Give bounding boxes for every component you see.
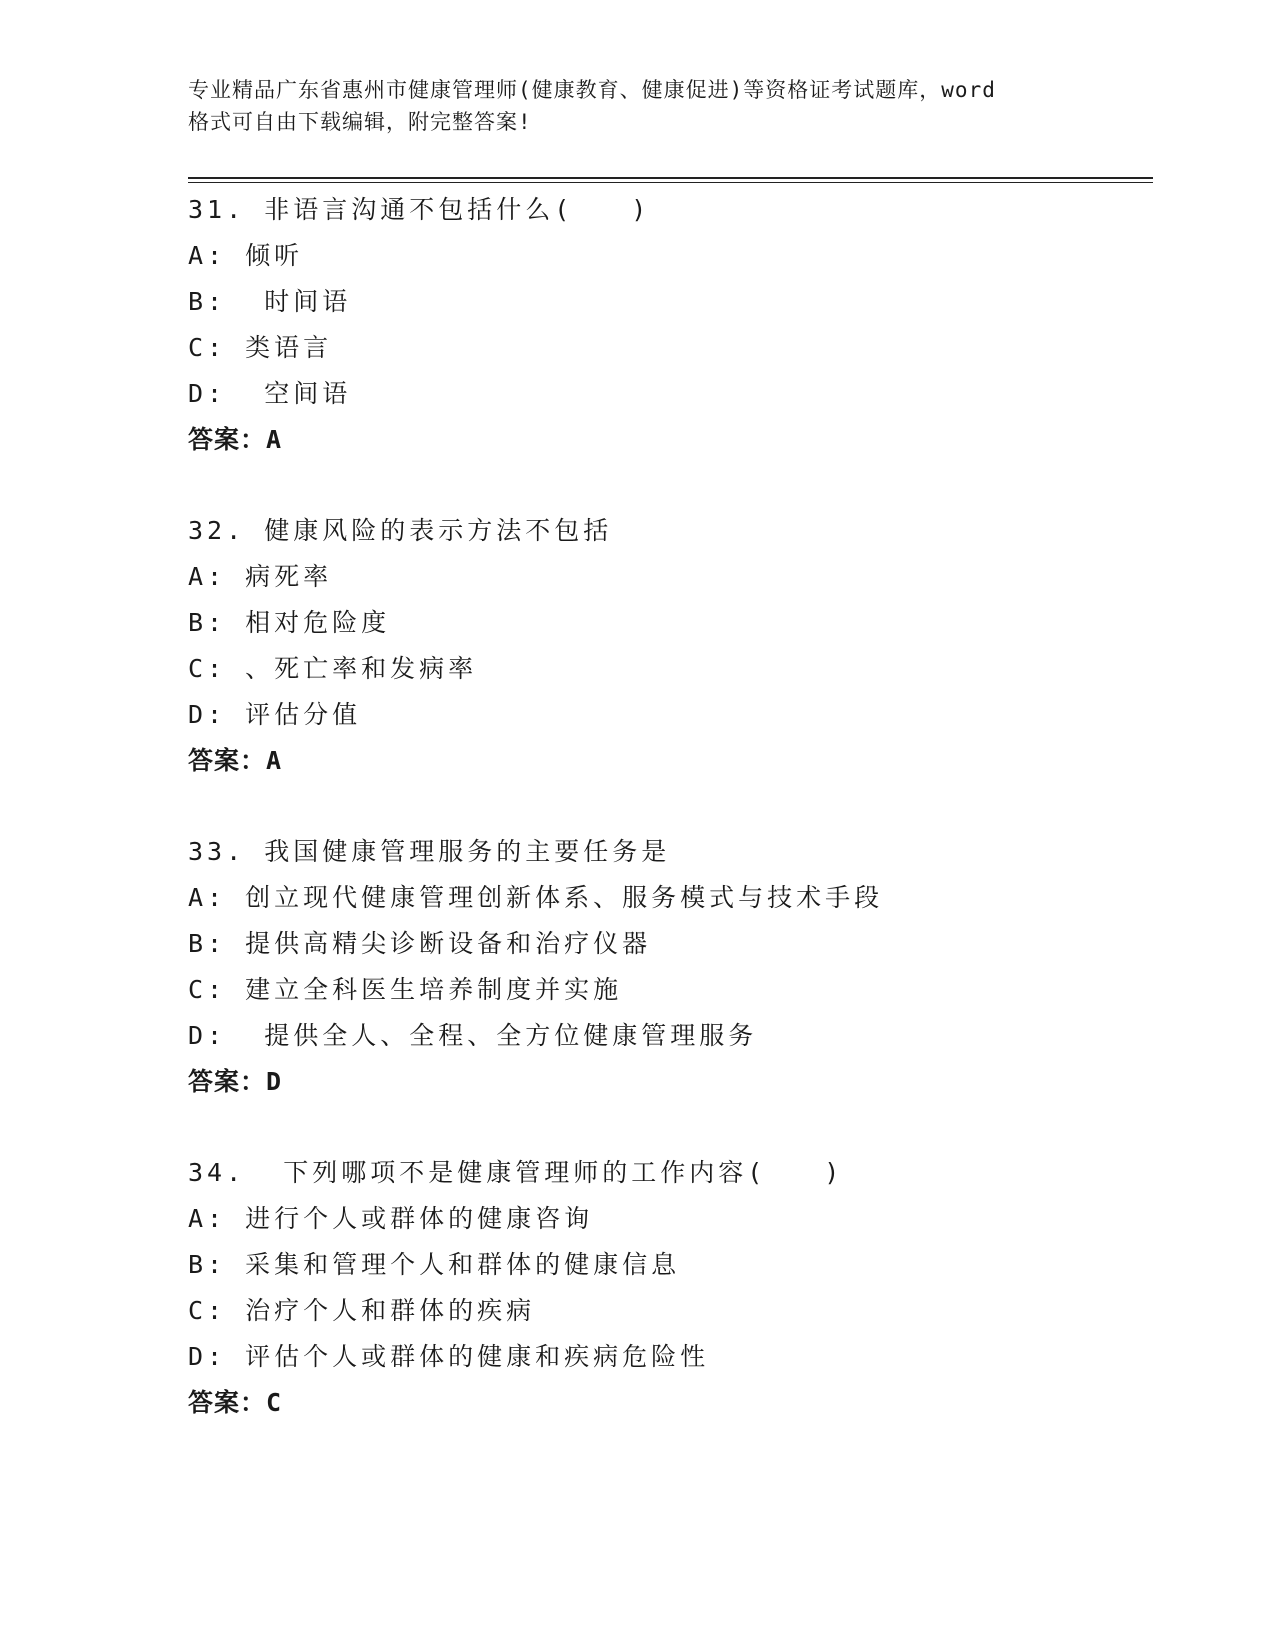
question-spacer <box>188 784 1188 829</box>
header-divider-thick <box>188 177 1153 179</box>
option-b: B: 采集和管理个人和群体的健康信息 <box>188 1250 681 1279</box>
answer-line: 答案：D <box>188 1067 283 1096</box>
header-line-2: 格式可自由下载编辑，附完整答案! <box>188 110 532 134</box>
option-d: D: 空间语 <box>188 379 352 408</box>
option-c: C: 类语言 <box>188 333 333 362</box>
option-a: A: 进行个人或群体的健康咨询 <box>188 1204 594 1233</box>
answer-line: 答案：A <box>188 746 283 775</box>
option-d: D: 评估个人或群体的健康和疾病危险性 <box>188 1342 710 1371</box>
question-stem: 31. 非语言沟通不包括什么( ) <box>188 195 651 224</box>
option-b: B: 时间语 <box>188 287 352 316</box>
document-header <box>188 74 1098 138</box>
header-divider-thin <box>188 182 1153 183</box>
question-list <box>188 187 1188 1426</box>
question-stem: 32. 健康风险的表示方法不包括 <box>188 516 613 545</box>
option-c: C: 、死亡率和发病率 <box>188 654 478 683</box>
option-b: B: 相对危险度 <box>188 608 391 637</box>
option-b: B: 提供高精尖诊断设备和治疗仪器 <box>188 929 652 958</box>
question-spacer <box>188 1105 1188 1150</box>
question-34 <box>188 1150 1188 1426</box>
option-c: C: 治疗个人和群体的疾病 <box>188 1296 536 1325</box>
option-d: D: 提供全人、全程、全方位健康管理服务 <box>188 1021 758 1050</box>
question-stem: 33. 我国健康管理服务的主要任务是 <box>188 837 671 866</box>
question-32 <box>188 508 1188 784</box>
option-a: A: 倾听 <box>188 241 304 270</box>
header-line-1: 专业精品广东省惠州市健康管理师(健康教育、健康促进)等资格证考试题库，word <box>188 78 996 102</box>
answer-line: 答案：A <box>188 425 283 454</box>
option-d: D: 评估分值 <box>188 700 362 729</box>
option-a: A: 创立现代健康管理创新体系、服务模式与技术手段 <box>188 883 884 912</box>
question-spacer <box>188 463 1188 508</box>
option-a: A: 病死率 <box>188 562 333 591</box>
answer-line: 答案：C <box>188 1388 283 1417</box>
question-stem: 34. 下列哪项不是健康管理师的工作内容( ) <box>188 1158 844 1187</box>
question-31 <box>188 187 1188 463</box>
question-33 <box>188 829 1188 1105</box>
option-c: C: 建立全科医生培养制度并实施 <box>188 975 623 1004</box>
